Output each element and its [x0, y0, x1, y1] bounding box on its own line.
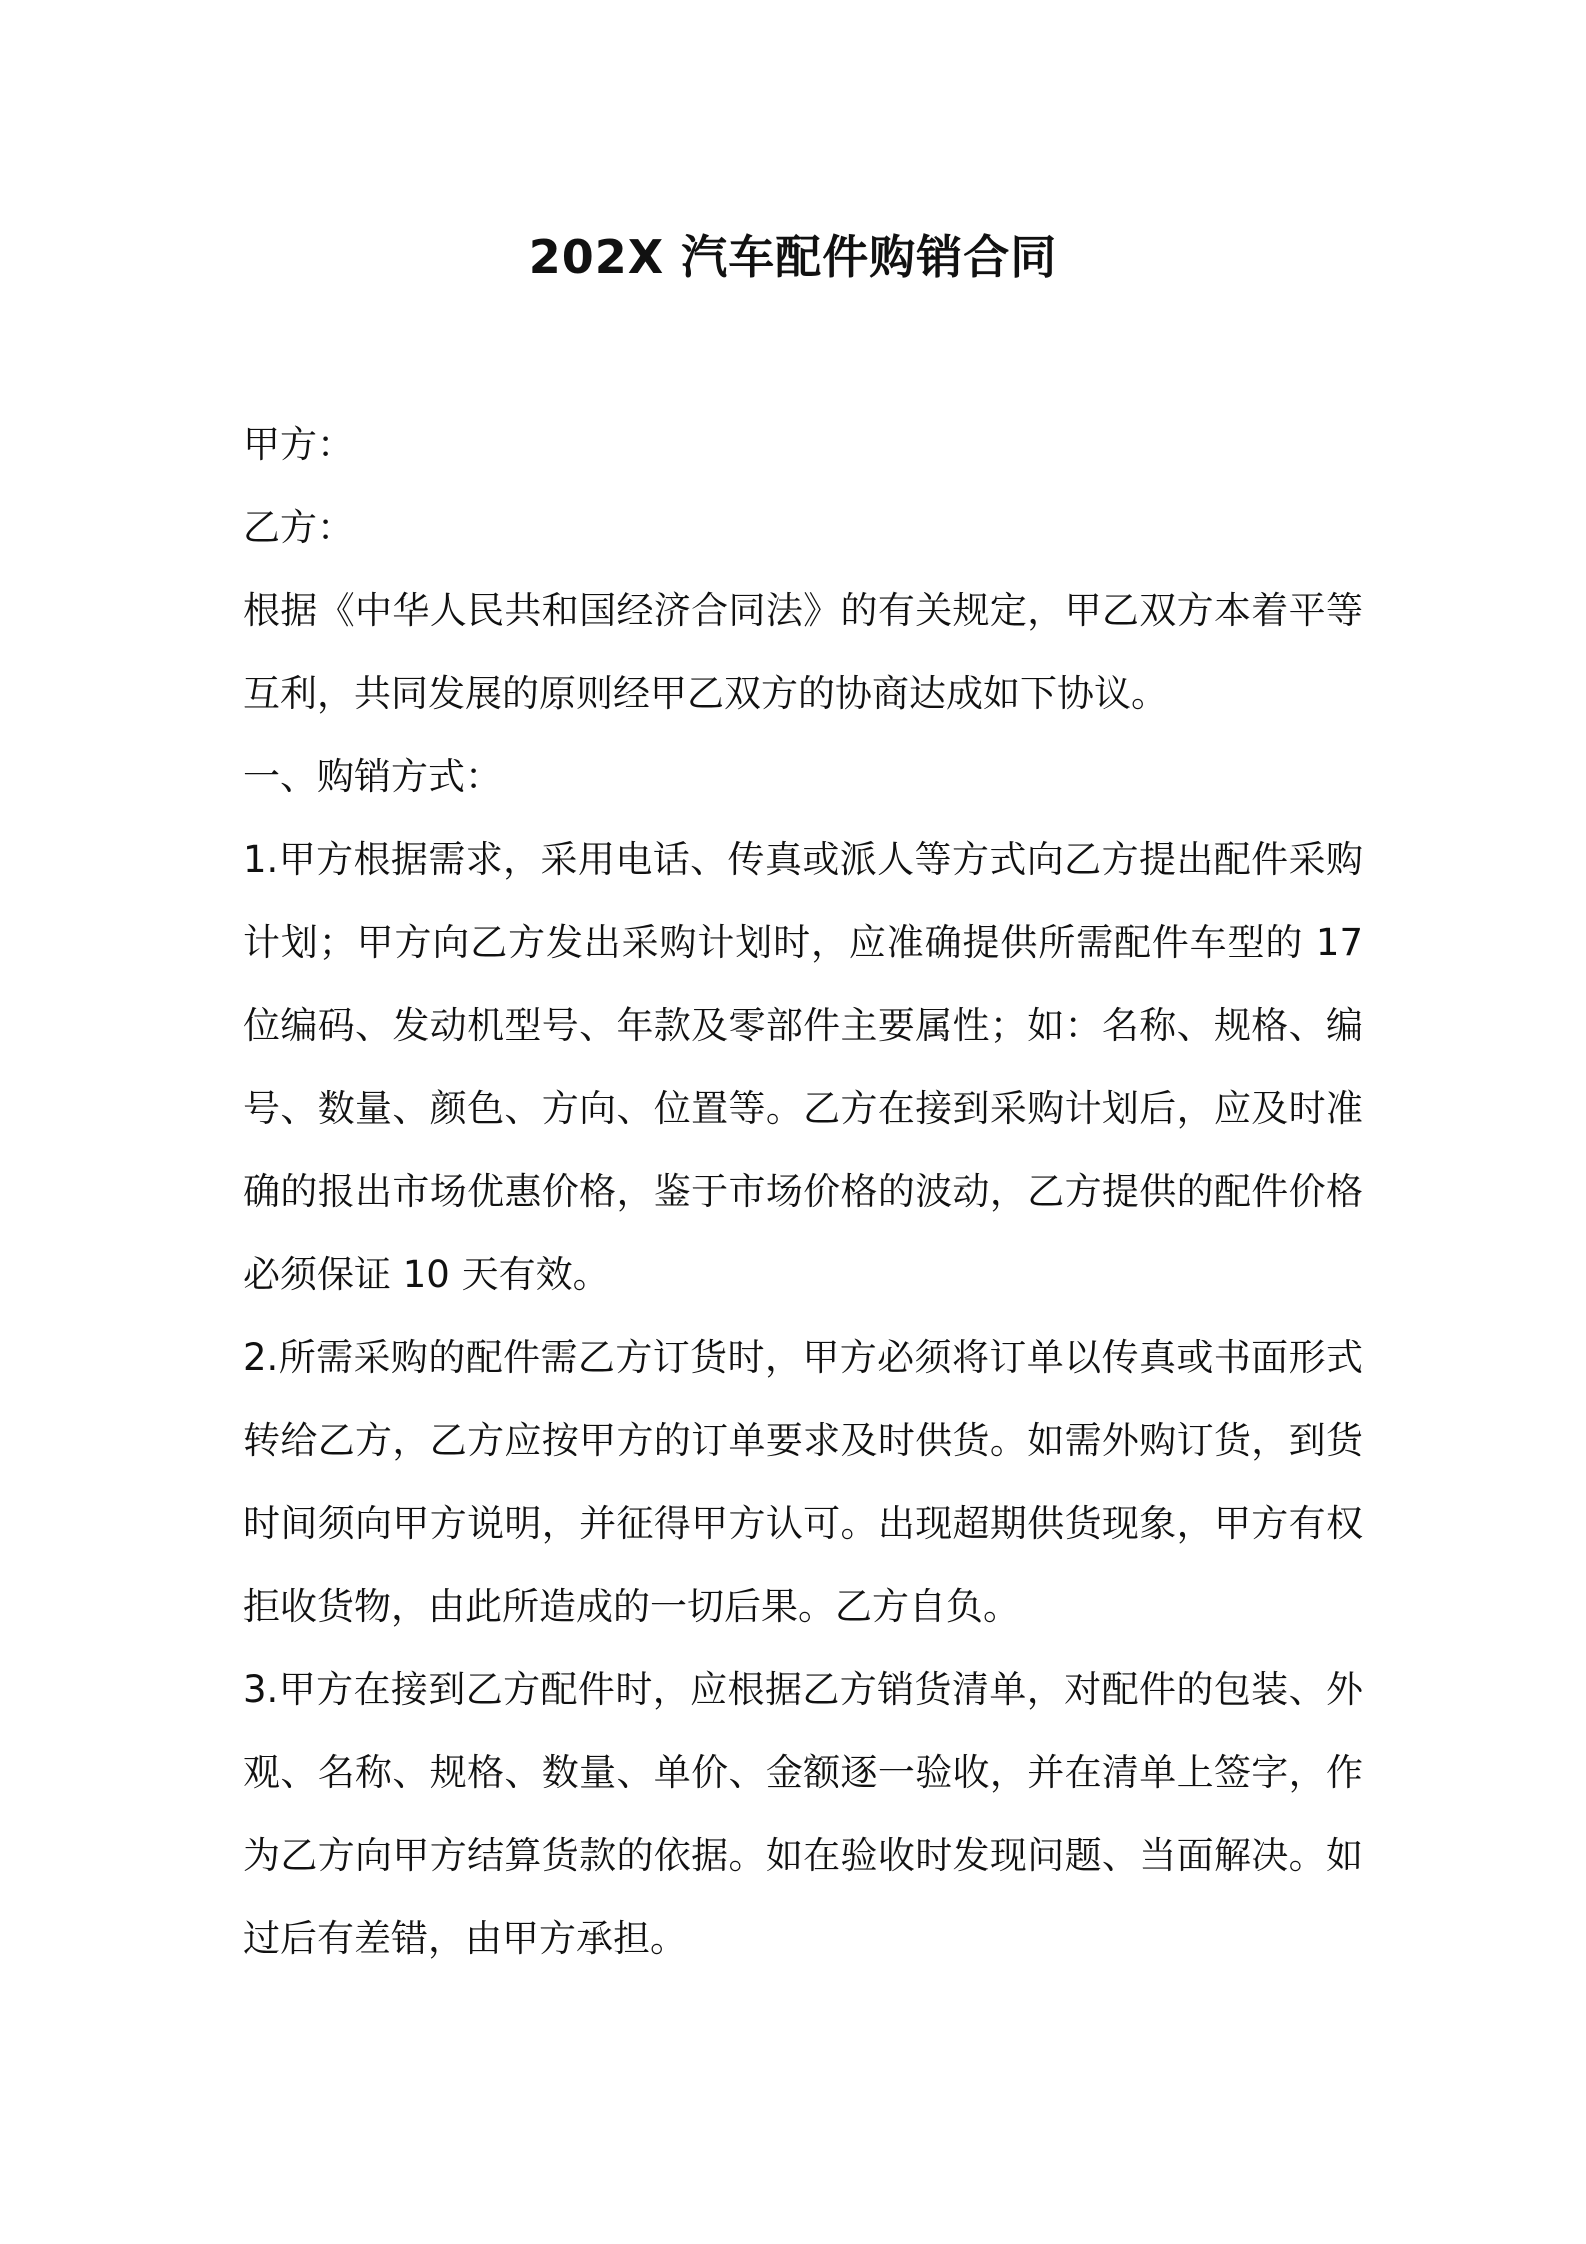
clause-2-line: 2.所需采购的配件需乙方订货时，甲方必须将订单以传真或书面形式 — [243, 1336, 1363, 1379]
clause-1-line: 确的报出市场优惠价格，鉴于市场价格的波动，乙方提供的配件价格 — [243, 1170, 1363, 1213]
clause-2-line: 时间须向甲方说明，并征得甲方认可。出现超期供货现象，甲方有权 — [243, 1502, 1363, 1545]
section-heading: 一、购销方式： — [243, 755, 502, 798]
clause-2-line: 拒收货物，由此所造成的一切后果。乙方自负。 — [243, 1585, 1020, 1628]
clause-2-line: 转给乙方，乙方应按甲方的订单要求及时供货。如需外购订货，到货 — [243, 1419, 1363, 1462]
clause-1-line: 计划；甲方向乙方发出采购计划时，应准确提供所需配件车型的 17 — [243, 921, 1363, 964]
preamble-line: 互利，共同发展的原则经甲乙双方的协商达成如下协议。 — [243, 672, 1168, 715]
party-b-line: 乙方： — [243, 506, 354, 549]
document-title: 202X 汽车配件购销合同 — [528, 230, 1058, 284]
clause-3-line: 观、名称、规格、数量、单价、金额逐一验收，并在清单上签字，作 — [243, 1751, 1363, 1794]
clause-1-line: 1.甲方根据需求，采用电话、传真或派人等方式向乙方提出配件采购 — [243, 838, 1363, 881]
party-a-line: 甲方： — [243, 423, 354, 466]
clause-3-line: 为乙方向甲方结算货款的依据。如在验收时发现问题、当面解决。如 — [243, 1834, 1363, 1877]
clause-1-line: 位编码、发动机型号、年款及零部件主要属性；如：名称、规格、编 — [243, 1004, 1363, 1047]
document-body — [243, 403, 1363, 1980]
clause-1-line: 号、数量、颜色、方向、位置等。乙方在接到采购计划后，应及时准 — [243, 1087, 1363, 1130]
preamble-line: 根据《中华人民共和国经济合同法》的有关规定，甲乙双方本着平等 — [243, 589, 1363, 632]
clause-3-line: 过后有差错，由甲方承担。 — [243, 1917, 687, 1960]
clause-1-line: 必须保证 10 天有效。 — [243, 1253, 610, 1296]
clause-3-line: 3.甲方在接到乙方配件时，应根据乙方销货清单，对配件的包装、外 — [243, 1668, 1363, 1711]
